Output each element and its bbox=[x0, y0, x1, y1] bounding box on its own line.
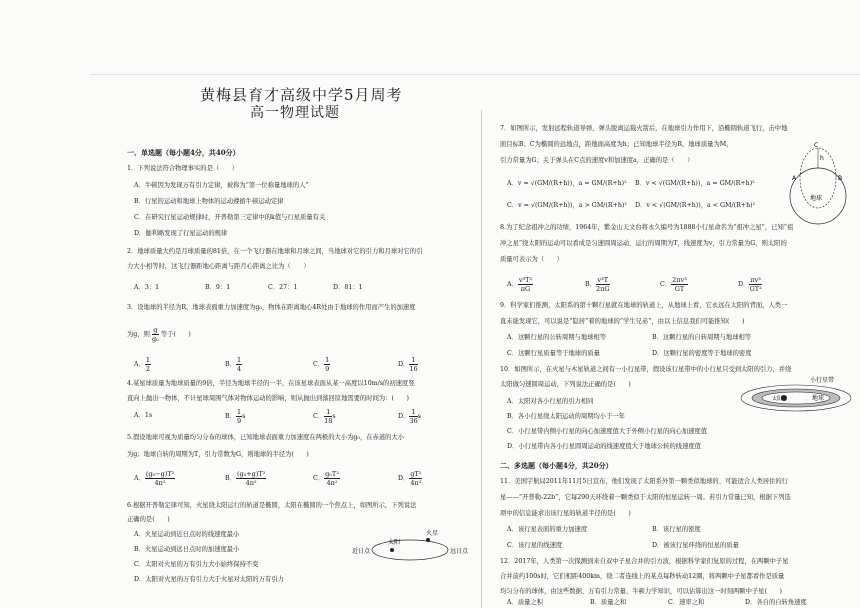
q6-option-c: C．太阳对火星的万有引力大小始终保持不变 bbox=[134, 561, 259, 568]
unit: s bbox=[417, 413, 421, 420]
label: C． bbox=[313, 475, 325, 482]
unit: s bbox=[332, 413, 336, 420]
q10-option-a: A．太阳对各小行星的引力相同 bbox=[507, 398, 594, 405]
q8-option-c bbox=[660, 276, 688, 293]
num: v³T² bbox=[518, 276, 533, 284]
q3-stem-2 bbox=[127, 326, 191, 343]
label: C． bbox=[660, 281, 672, 288]
q1-option-d: D．伽利略发现了行星运动的规律 bbox=[134, 230, 228, 237]
fig-sun-label: 太阳 bbox=[388, 539, 401, 546]
q11-option-d: D．被该行星环绕的恒星的质量 bbox=[652, 542, 739, 549]
num: 1 bbox=[409, 408, 417, 417]
frac bbox=[596, 276, 610, 293]
num: 1 bbox=[145, 356, 150, 364]
num: πv³ bbox=[750, 276, 761, 284]
sun-dot bbox=[390, 548, 394, 552]
den: 2 bbox=[145, 365, 150, 373]
den: GT² bbox=[749, 285, 762, 293]
den: 4π² bbox=[326, 479, 338, 487]
frac bbox=[236, 470, 266, 487]
q2-option-d: D．81：1 bbox=[333, 284, 363, 291]
q4-option-a: A．1s bbox=[134, 412, 153, 419]
unit: s bbox=[242, 413, 246, 420]
fig-a-label: A bbox=[792, 175, 797, 182]
label: B． bbox=[225, 413, 236, 420]
num: gT² bbox=[410, 470, 422, 478]
section-multi-choice: 二、多选题（每小题4分，共20分） bbox=[500, 461, 613, 470]
column-divider bbox=[481, 110, 482, 608]
q4-option-b bbox=[225, 408, 245, 425]
den: 4 bbox=[236, 365, 242, 373]
den: 9 bbox=[325, 365, 330, 373]
q3-option-b bbox=[225, 356, 242, 373]
fig-h-label: h bbox=[820, 155, 824, 162]
label: D． bbox=[398, 361, 410, 368]
q9-option-b: B．这颗行星的自转周期与地球相等 bbox=[652, 334, 752, 341]
fig-far-label: 远日点 bbox=[450, 548, 469, 555]
q9-option-c: C．这颗行星质量等于地球的质量 bbox=[507, 350, 600, 357]
q5-option-d bbox=[398, 470, 422, 487]
q8-option-d bbox=[738, 276, 762, 293]
q7-stem: 7．如图所示，发射远程轨道导弹，弹头脱离运载火箭后，在地球引力作用下，沿椭圆轨道飞行，击中地 bbox=[500, 125, 788, 132]
label: D． bbox=[398, 475, 410, 482]
fig-c-label: C bbox=[814, 142, 819, 149]
q6-stem: 6.根据开普勒定律可知，火星绕太阳运行的轨道是椭圆，太阳在椭圆的一个焦点上，如图所示，下列说法 bbox=[127, 502, 417, 509]
orbit-ellipse bbox=[372, 540, 448, 560]
q9-stem: 9．科学家们推测，太阳系的第十颗行星就在地球的轨道上，从地球上看，它永远在太阳的背面，人类一 bbox=[500, 302, 788, 309]
q3-fraction bbox=[152, 326, 159, 343]
num: 1 bbox=[324, 408, 332, 417]
den: 4π² bbox=[245, 479, 257, 487]
q10-stem-2: 太阳做匀速圆周运动，下列说法正确的是( ) bbox=[500, 381, 631, 388]
num: (g₀−g)T² bbox=[145, 470, 175, 478]
label: C． bbox=[313, 413, 325, 420]
q2-stem: 2．地球质量大约是月球质量的81倍，在一个飞行器在地球和月球之间，当地球对它的引力和月球对它的引 bbox=[127, 248, 423, 255]
q11-stem-2: 星——“开普勒-22b”，它每290天环绕着一颗类似于太阳的恒星运转一周。若引力常量已知，根据下列选 bbox=[500, 494, 791, 501]
label: B． bbox=[225, 361, 236, 368]
fig-earth-label: 地球 bbox=[812, 395, 825, 402]
q1-stem: 1．下列说法符合物理事实的是（ ） bbox=[127, 165, 239, 172]
q2-stem-2: 力大小相等时，这飞行器距地心距离与距月心距离之比为（ ） bbox=[127, 263, 310, 270]
q4-stem: 4.某星球质量为地球质量的9倍，半径为地球半径的一半，在该星球表面从某一高度以10m/s的初速度竖 bbox=[127, 380, 415, 387]
q9-option-d: D．这颗行星的密度等于地球的密度 bbox=[652, 350, 752, 357]
den: GT bbox=[674, 285, 685, 293]
q6-option-b: B．火星运动到远日点时的加速度最小 bbox=[134, 546, 240, 553]
q3-stem: 3．设地球的半径为R，地球表面重力加速度为g₀，物体在距离地心4R处由于地球的作用而产生的加速度 bbox=[127, 304, 416, 311]
q4-option-c bbox=[313, 408, 336, 425]
q12-option-d: D．各自的自转角速度 bbox=[745, 599, 807, 606]
frac bbox=[409, 356, 417, 373]
den: 18 bbox=[324, 417, 333, 425]
q6-option-d: D．太阳对火星的万有引力大于火星对太阳的万有引力 bbox=[134, 576, 284, 583]
den: 9 bbox=[236, 417, 242, 425]
q6-option-a: A．火星运动到近日点时的线速度最小 bbox=[134, 531, 240, 538]
label: D． bbox=[738, 281, 750, 288]
section-single-choice: 一、单选题（每小题4分，共40分） bbox=[127, 148, 240, 157]
q11-option-a: A．该行星表面的重力加速度 bbox=[507, 526, 588, 533]
q5-stem: 5.假设地球可视为质量均匀分布的球体，已知地球表面重力加速度在两极的大小为g₀，在赤道的大小 bbox=[127, 434, 405, 441]
q8-option-b bbox=[585, 276, 610, 293]
den: 16 bbox=[409, 365, 418, 373]
asteroid-belt-figure bbox=[738, 374, 856, 414]
q7-option-c: C．v = √(GM/(R+h))，a > GM/(R+h)² bbox=[507, 202, 627, 209]
label: B． bbox=[225, 475, 236, 482]
exam-title: 黄梅县育才高级中学5月周考 bbox=[200, 86, 403, 104]
num: v³T bbox=[597, 276, 609, 284]
den: 4π² bbox=[154, 479, 166, 487]
frac bbox=[324, 356, 330, 373]
q8-stem-2: 冲之星”绕太阳的运动可以看成是匀速圆周运动，运行的周期为T，线速度为v，引力常量为G，则太阳的 bbox=[500, 240, 787, 247]
q5-stem-2: 为g；地球自转的周期为T，引力常数为G，则地球的半径为( ) bbox=[127, 451, 309, 458]
q2-option-a: A．3：1 bbox=[134, 284, 160, 291]
fig-sun-label: 太阳 bbox=[772, 396, 783, 402]
den: 4π² bbox=[410, 479, 422, 487]
frac bbox=[518, 276, 533, 293]
top-rule bbox=[90, 74, 860, 75]
num: 1 bbox=[236, 408, 242, 416]
q10-stem: 10．如图所示，在火星与木星轨道之间有一小行星带，假设该行星带中的小行星只受到太阳的引力，并绕 bbox=[500, 366, 792, 373]
num: (g₀+g)T² bbox=[236, 470, 266, 478]
num: 2πv³ bbox=[672, 276, 687, 284]
q5-option-a bbox=[134, 470, 175, 487]
q4-option-d bbox=[398, 408, 421, 425]
q10-option-b: B．各小行星绕太阳运动的周期均小于一年 bbox=[507, 413, 625, 420]
label: D． bbox=[398, 413, 410, 420]
num: g₀T² bbox=[325, 470, 339, 478]
q12-stem-2: 合并前约100s时，它们相距400km，绕二者连线上的某点每秒转动12圈，将两颗中子星都看作是质量 bbox=[500, 573, 785, 580]
q12-option-a: A．质量之积 bbox=[507, 599, 544, 606]
q3-option-a bbox=[134, 356, 151, 373]
q12-stem-3: 均匀分布的球体，由这些数据、万有引力常量、牛顿力学知识，可以估算出这一时刻两颗中子星( ) bbox=[500, 588, 782, 595]
q7-stem-3: 引力常量为G；关于弹头在C点的速度v和加速度a，正确的是（ ） bbox=[500, 157, 694, 164]
q3-text-b: 等于( ) bbox=[160, 331, 191, 338]
q2-option-c: C．27：1 bbox=[268, 284, 298, 291]
label: A． bbox=[134, 361, 145, 368]
den: 2πG bbox=[595, 285, 610, 293]
fig-b-label: B bbox=[838, 175, 843, 182]
q2-option-b: B．9：1 bbox=[205, 284, 231, 291]
q3-text-a: 为g，则 bbox=[127, 331, 150, 338]
den: 36 bbox=[409, 417, 418, 425]
mars-orbit-figure bbox=[350, 526, 470, 566]
q5-option-b bbox=[225, 470, 266, 487]
q7-option-b: B．v < √(GM/(R+h))，a = GM/(R+h)² bbox=[635, 180, 755, 187]
fig-earth-label: 地球 bbox=[810, 195, 823, 202]
q7-option-d: D．v < √(GM/(R+h))，a < GM/(R+h)² bbox=[635, 202, 756, 209]
q10-option-c: C．小行星带内侧小行星的向心加速度值大于外侧小行星的向心加速度值 bbox=[507, 428, 708, 435]
exam-subtitle: 高一物理试题 bbox=[250, 105, 340, 121]
q3-frac-den: g₀ bbox=[151, 335, 159, 343]
q10-option-d: D．小行星带内各小行星圆周运动的线速度值大于地球公转的线速度值 bbox=[507, 443, 701, 450]
label: B． bbox=[585, 281, 596, 288]
q7-stem-2: 面目标B；C为椭圆的远地点，距地面高度为h；已知地球半径为R，地球质量为M， bbox=[500, 141, 733, 148]
frac bbox=[749, 276, 762, 293]
q1-option-c: C．在研究行星运动规律时，开普勒第三定律中的k值与行星质量有关 bbox=[134, 214, 326, 221]
q8-option-a bbox=[507, 276, 533, 293]
q6-stem-2: 正确的是( ) bbox=[127, 516, 170, 523]
q3-frac-num: g bbox=[153, 326, 158, 334]
num: 1 bbox=[409, 356, 417, 365]
q11-stem-3: 项中的信息能求出该行星的轨道半径的是( ) bbox=[500, 510, 631, 517]
q11-option-c: C．该行星的线速度 bbox=[507, 542, 563, 549]
frac bbox=[324, 470, 340, 487]
q12-stem: 12．2017年，人类第一次探测到来自双中子星合并的引力波，根据科学家们复原的过程，在两颗中子星 bbox=[500, 558, 789, 565]
q3-option-c bbox=[313, 356, 330, 373]
frac bbox=[145, 356, 151, 373]
frac bbox=[409, 408, 417, 425]
missile-orbit-figure bbox=[778, 140, 856, 230]
q9-stem-2: 直未能发现它，可以说是“隐居”着的地球的“学生兄弟”，由以上信息我们可能推知( ) bbox=[500, 318, 745, 325]
den: πG bbox=[520, 285, 531, 293]
fig-belt-label: 小行星带 bbox=[810, 377, 835, 384]
fig-near-label: 近日点 bbox=[352, 548, 371, 555]
num: 1 bbox=[325, 356, 330, 364]
q8-stem-3: 质量可表示为（ ） bbox=[500, 256, 563, 263]
label: C． bbox=[313, 361, 325, 368]
q4-stem-2: 直向上抛出一物体，不计星球周围气体对物体运动的影响，则从抛出到落回原地需要的时间为：( ) bbox=[127, 395, 409, 402]
q3-option-d bbox=[398, 356, 418, 373]
q8-stem: 8.为了纪念祖冲之的功绩，1964年，紫金山天文台将永久编号为1888小行星命名为“祖冲之星”，已知“祖 bbox=[500, 224, 794, 231]
label: A． bbox=[134, 475, 145, 482]
q5-option-c bbox=[313, 470, 340, 487]
frac bbox=[409, 470, 422, 487]
q12-option-c: C．速率之和 bbox=[668, 599, 705, 606]
num: 1 bbox=[236, 356, 242, 364]
q9-option-a: A．这颗行星的公转周期与地球相等 bbox=[507, 334, 607, 341]
q1-option-b: B．行星的运动和地球上物体的运动遵循牛顿运动定律 bbox=[134, 198, 284, 205]
fig-mars-label: 火星 bbox=[426, 530, 439, 537]
q7-option-a: A．v = √(GM/(R+h))，a = GM/(R+h)² bbox=[507, 180, 627, 187]
q11-option-b: B．该行星的密度 bbox=[652, 526, 701, 533]
label: A． bbox=[507, 281, 518, 288]
frac bbox=[145, 470, 175, 487]
q11-stem: 11．美国宇航局2011年11月5日宣布，他们发现了太阳系外第一颗类似地球的、可能适合人类居住的行 bbox=[500, 478, 788, 485]
frac bbox=[236, 356, 242, 373]
frac bbox=[671, 276, 688, 293]
q12-option-b: B．质量之和 bbox=[590, 599, 627, 606]
mars-dot bbox=[426, 538, 430, 542]
q1-option-a: A．牛顿因为发现万有引力定律，被称为“第一位称量地球的人” bbox=[134, 182, 309, 189]
